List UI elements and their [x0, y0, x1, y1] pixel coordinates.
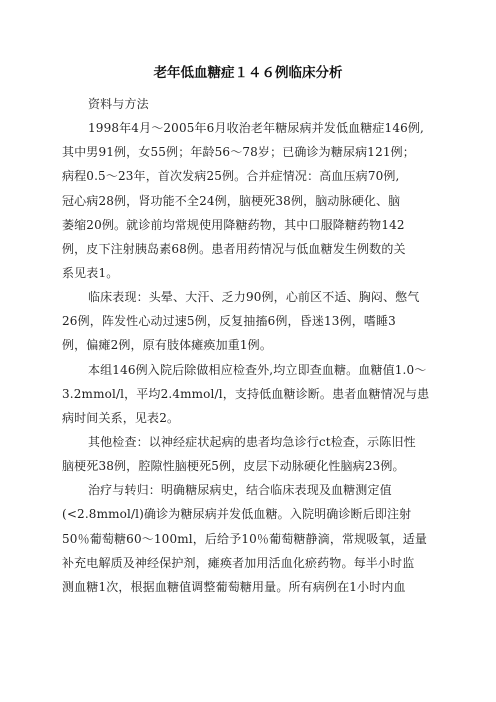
paragraph-line: 萎缩20例。就诊前均常规使用降糖药物，其中口服降糖药物142: [62, 217, 405, 232]
paragraph-line: (<2.8mmol/l)确诊为糖尿病并发低血糖。入院明确诊断后即注射: [62, 507, 412, 522]
paragraph-line: 其他检查：以神经症状起病的患者均急诊行ct检查，示陈旧性: [88, 434, 416, 449]
paragraph-line: 补充电解质及神经保护剂，瘫痪者加用活血化瘀药物。每半小时监: [62, 555, 415, 570]
document-body: [62, 92, 434, 599]
paragraph-line: 病时间关系，见表2。: [62, 410, 180, 425]
paragraph-line: 治疗与转归：明确糖尿病史，结合临床表现及血糖测定值: [88, 483, 392, 498]
paragraph-line: 病程0.5～23年，首次发病25例。合并症情况：高血压病70例,: [62, 169, 400, 184]
paragraph-line: 1998年4月～2005年6月收治老年糖尿病并发低血糖症146例,: [88, 121, 425, 136]
paragraph-line: 26例，阵发性心动过速5例，反复抽搐6例，昏迷13例，嗜睡3: [62, 314, 396, 329]
paragraph-line: 脑梗死38例，腔隙性脑梗死5例，皮层下动脉硬化性脑病23例。: [62, 459, 405, 474]
paragraph-line: 例，偏瘫2例，原有肢体瘫痪加重1例。: [62, 338, 272, 353]
paragraph-line: 测血糖1次，根据血糖值调整葡萄糖用量。所有病例在1小时内血: [62, 579, 406, 594]
section-heading-methods: 资料与方法: [88, 97, 149, 111]
paragraph-line: 3.2mmol/l，平均2.4mmol/l，支持低血糖诊断。患者血糖情况与患: [62, 386, 430, 401]
paragraph-line: 其中男91例，女55例；年龄56～78岁；已确诊为糖尿病121例；: [62, 145, 415, 160]
document-title: 老年低血糖症１４６例临床分析: [153, 65, 343, 81]
paragraph-line: 50％葡萄糖60～100ml，后给予10％葡萄糖静滴，常规吸氧，适量: [62, 531, 428, 546]
paragraph-line: 冠心病28例，肾功能不全24例，脑梗死38例，脑动脉硬化、脑: [62, 193, 401, 208]
paragraph-line: 例，皮下注射胰岛素68例。患者用药情况与低血糖发生例数的关: [62, 241, 406, 256]
paragraph-line: 系见表1。: [62, 265, 119, 280]
paragraph-line: 临床表现：头晕、大汗、乏力90例，心前区不适、胸闷、憋气: [88, 290, 420, 305]
paragraph-line: 本组146例入院后除做相应检查外,均立即查血糖。血糖值1.0～: [88, 362, 427, 377]
